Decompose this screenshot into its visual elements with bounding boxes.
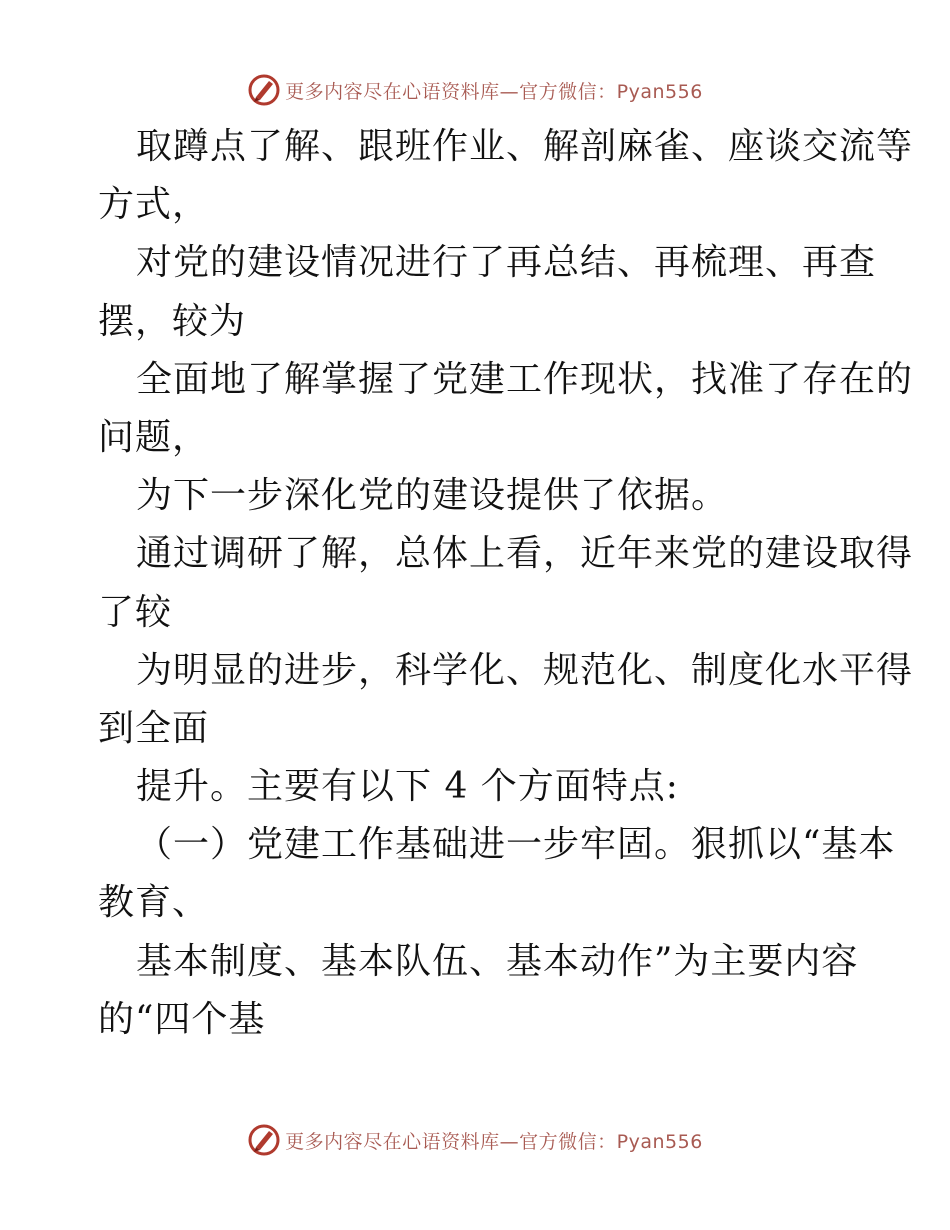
text-line: 通过调研了解，总体上看，近年来党的建设取得 xyxy=(136,533,914,575)
text-line: 到全面 xyxy=(98,707,210,749)
pen-seal-logo-icon xyxy=(247,73,281,107)
text-line: 为明显的进步，科学化、规范化、制度化水平得 xyxy=(136,649,914,691)
text-line: 摆，较为 xyxy=(98,300,247,342)
text-line: （一）党建工作基础进一步牢固。狠抓以“基本 xyxy=(136,824,896,866)
text-line: 基本制度、基本队伍、基本动作”为主要内容 xyxy=(136,940,859,982)
text-line: 方式， xyxy=(98,184,210,226)
text-line: 对党的建设情况进行了再总结、再梳理、再查 xyxy=(136,242,877,284)
text-line: 为下一步深化党的建设提供了依据。 xyxy=(136,475,729,517)
text-line: 教育、 xyxy=(98,882,210,924)
text-line: 了较 xyxy=(98,591,173,633)
header-banner xyxy=(0,70,950,110)
pen-seal-logo-icon xyxy=(247,1123,281,1157)
header-banner-text: 更多内容尽在心语资料库—官方微信：Pyan556 xyxy=(285,80,703,103)
text-line: 的“四个基 xyxy=(98,998,266,1040)
text-line: 提升。主要有以下 4 个方面特点: xyxy=(136,766,679,808)
footer-banner-text: 更多内容尽在心语资料库—官方微信：Pyan556 xyxy=(285,1130,703,1153)
footer-banner xyxy=(0,1120,950,1160)
text-line: 问题， xyxy=(98,416,210,458)
document-body xyxy=(98,118,914,1049)
text-line: 取蹲点了解、跟班作业、解剖麻雀、座谈交流等 xyxy=(136,126,914,167)
text-line: 全面地了解掌握了党建工作现状，找准了存在的 xyxy=(136,358,914,400)
